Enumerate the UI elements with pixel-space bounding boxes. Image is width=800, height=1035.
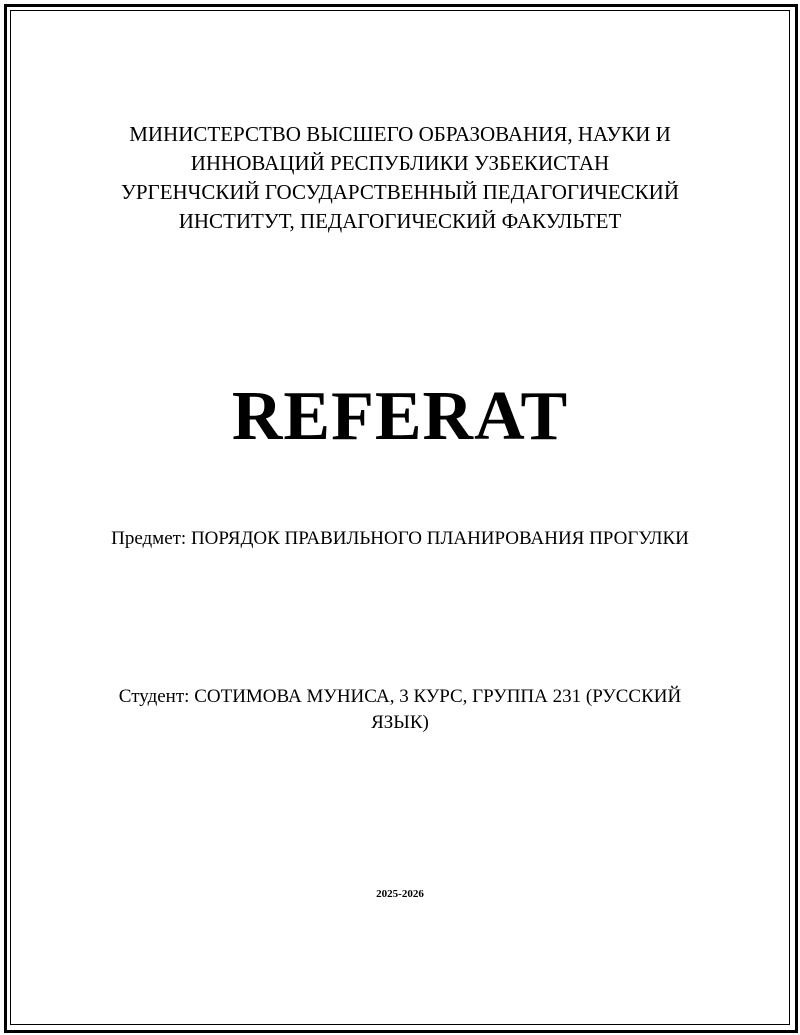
student-line — [100, 684, 700, 736]
institution-line: ИННОВАЦИЙ РЕСПУБЛИКИ УЗБЕКИСТАН — [190, 151, 610, 175]
student-label: Студент: — [118, 686, 190, 707]
academic-year: 2025-2026 — [376, 888, 424, 900]
institution-line: МИНИСТЕРСТВО ВЫСШЕГО ОБРАЗОВАНИЯ, НАУКИ И — [129, 122, 671, 146]
subject-value: ПОРЯДОК ПРАВИЛЬНОГО ПЛАНИРОВАНИЯ ПРОГУЛКИ — [190, 528, 689, 549]
student-value: СОТИМОВА МУНИСА, 3 КУРС, ГРУППА 231 (РУССКИЙ ЯЗЫК) — [194, 686, 682, 733]
institution-header — [0, 120, 800, 236]
institution-line: УРГЕНЧСКИЙ ГОСУДАРСТВЕННЫЙ ПЕДАГОГИЧЕСКИЙ — [121, 180, 679, 204]
subject-line — [0, 526, 800, 552]
document-title: REFERAT — [231, 378, 569, 455]
institution-line: ИНСТИТУТ, ПЕДАГОГИЧЕСКИЙ ФАКУЛЬТЕТ — [178, 209, 622, 233]
subject-label: Предмет: — [111, 528, 187, 549]
